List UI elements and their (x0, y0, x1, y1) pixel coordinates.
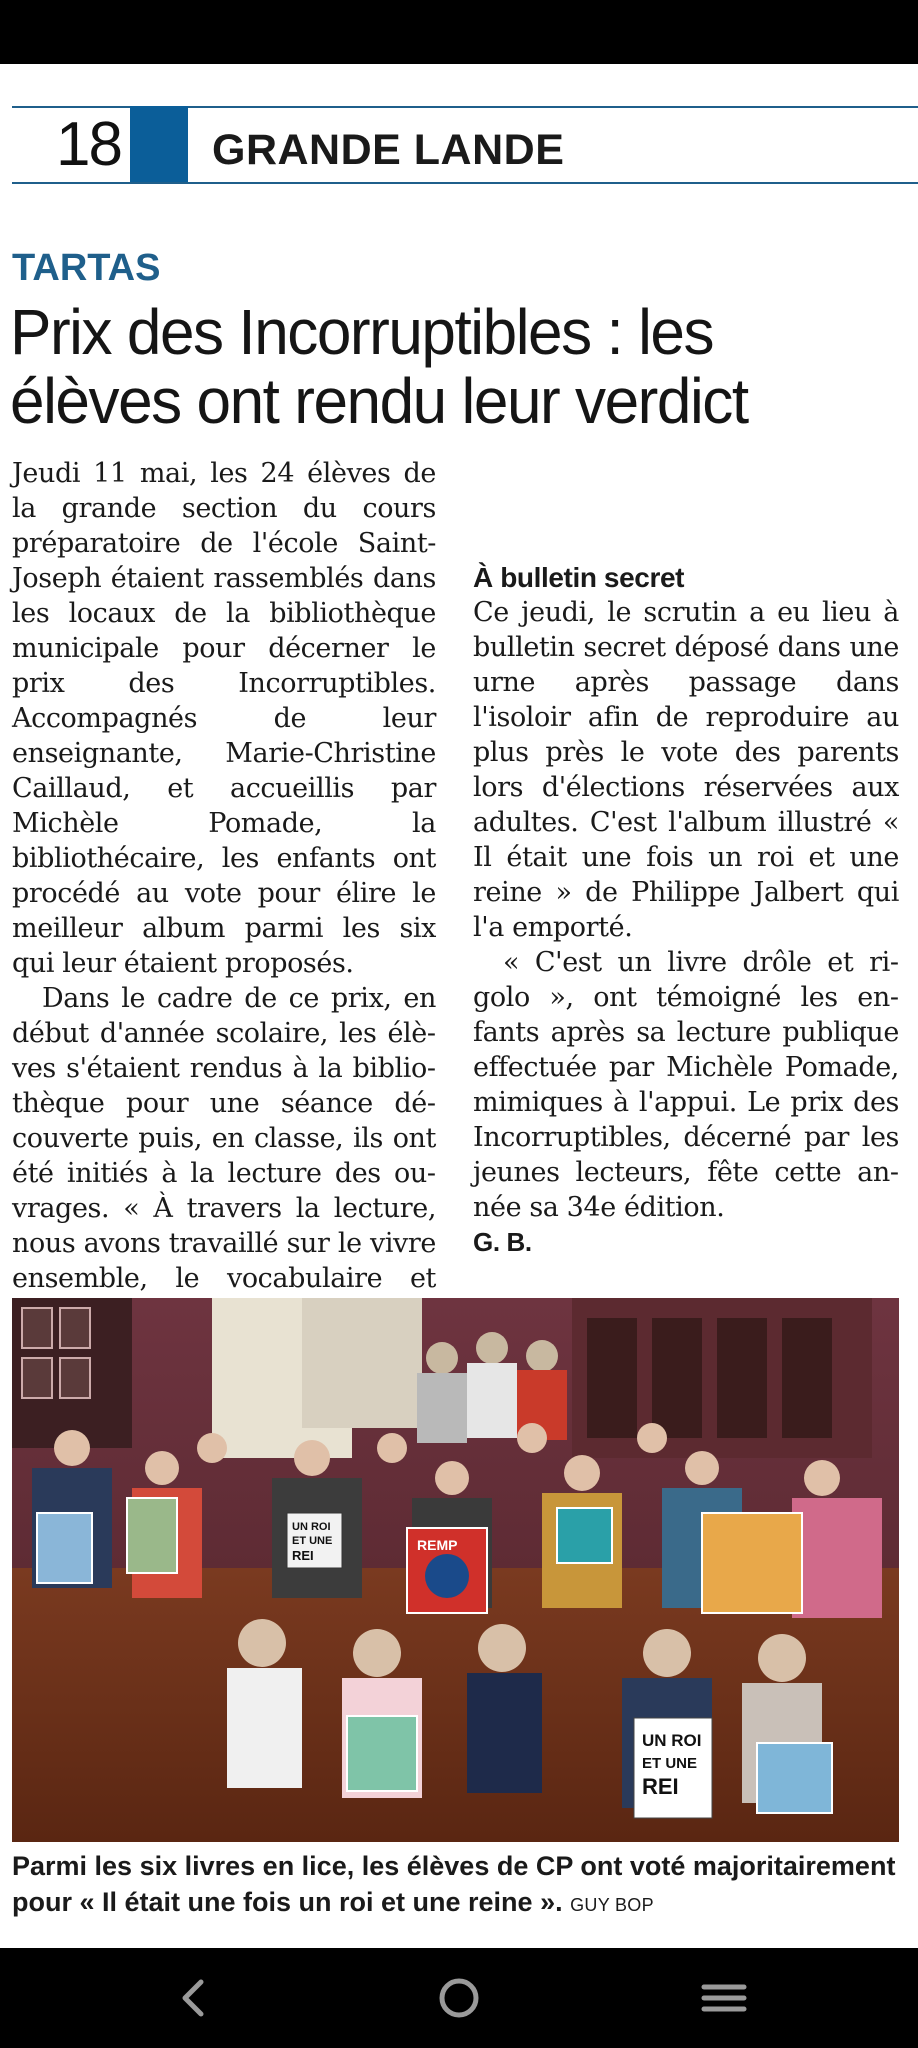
article-photo (12, 1298, 899, 1842)
article-paragraph: Ce jeudi, le scrutin a eu lieu à bulletin secret déposé dans une urne après passage dans l'isoloir afin de reproduire au plus près le vote des parents lors d'élections réservées aux adultes. C'est l'album illustré « Il était une fois un roi et une reine » de Philippe Jalbert qui l'a emporté. (473, 597, 899, 943)
article-paragraph: Jeudi 11 mai, les 24 élèves de la grande section du cours préparatoire de l'école Saint-Joseph étaient rassemblés dans les locaux de la bibliothèque municipale pour décerner le prix des Incorruptibles. Accompagnés de leur enseignante, Marie-Christine Caillaud, et accueillis par Michèle Pomade, la bibliothécaire, les enfants ont procédé au vote pour élire le meilleur album parmi les six qui leur étaient proposés. (12, 458, 436, 979)
recents-lines-icon (694, 1968, 754, 2028)
photo-credit: GUY BOP (570, 1895, 654, 1915)
article-column-right (473, 456, 899, 1259)
page-number: 18 (56, 110, 121, 179)
red-book-title: REMP (417, 1537, 458, 1553)
section-title: GRANDE LANDE (212, 126, 565, 174)
navigation-bar (0, 1948, 918, 2048)
home-button[interactable] (429, 1968, 489, 2028)
small-book-title-2: ET UNE (292, 1535, 333, 1547)
caption-text: Parmi les six livres en lice, les élèves de CP ont voté majoritairement pour « Il était une fois un roi et une reine ». (12, 1851, 896, 1917)
back-button[interactable] (163, 1968, 223, 2028)
class-photo-illustration (12, 1298, 899, 1842)
status-bar (0, 0, 918, 64)
page-header (12, 106, 918, 186)
book-title-line-1: UN ROI (642, 1731, 702, 1750)
article-column-left (12, 456, 436, 1366)
header-rule-bottom (12, 182, 918, 184)
article-paragraph: Dans le cadre de ce prix, en début d'année scolaire, les élèves s'étaient rendus à la bibliothèque pour une séance découverte puis, en classe, ils ont été initiés à la lecture des ouvrages. « À travers la lecture, nous avons travaillé sur le vivre ensemble, le vocabulaire et (12, 983, 436, 1294)
article-paragraph: « C'est un livre drôle et rigolo », ont témoigné les enfants après sa lecture publique effectuée par Michèle Pomade, mimiques à l'appui. Le prix des Incorruptibles, décerné par les jeunes lecteurs, fête cette année sa 34e édition. (473, 947, 899, 1223)
article-headline: Prix des Incorruptibles : les élèves ont rendu leur verdict (10, 296, 748, 437)
header-accent-block (130, 106, 188, 184)
small-book-title-3: REI (292, 1548, 314, 1563)
back-chevron-icon (163, 1968, 223, 2028)
small-book-title-1: UN ROI (292, 1521, 331, 1533)
book-title-line-2: ET UNE (642, 1755, 698, 1772)
article-kicker: TARTAS (12, 247, 161, 289)
home-circle-icon (429, 1968, 489, 2028)
book-title-line-3: REI (642, 1774, 679, 1799)
article-byline: G. B. (473, 1227, 532, 1257)
recents-button[interactable] (694, 1968, 754, 2028)
photo-caption (12, 1848, 902, 1923)
article-subhead: À bulletin secret (473, 562, 685, 593)
